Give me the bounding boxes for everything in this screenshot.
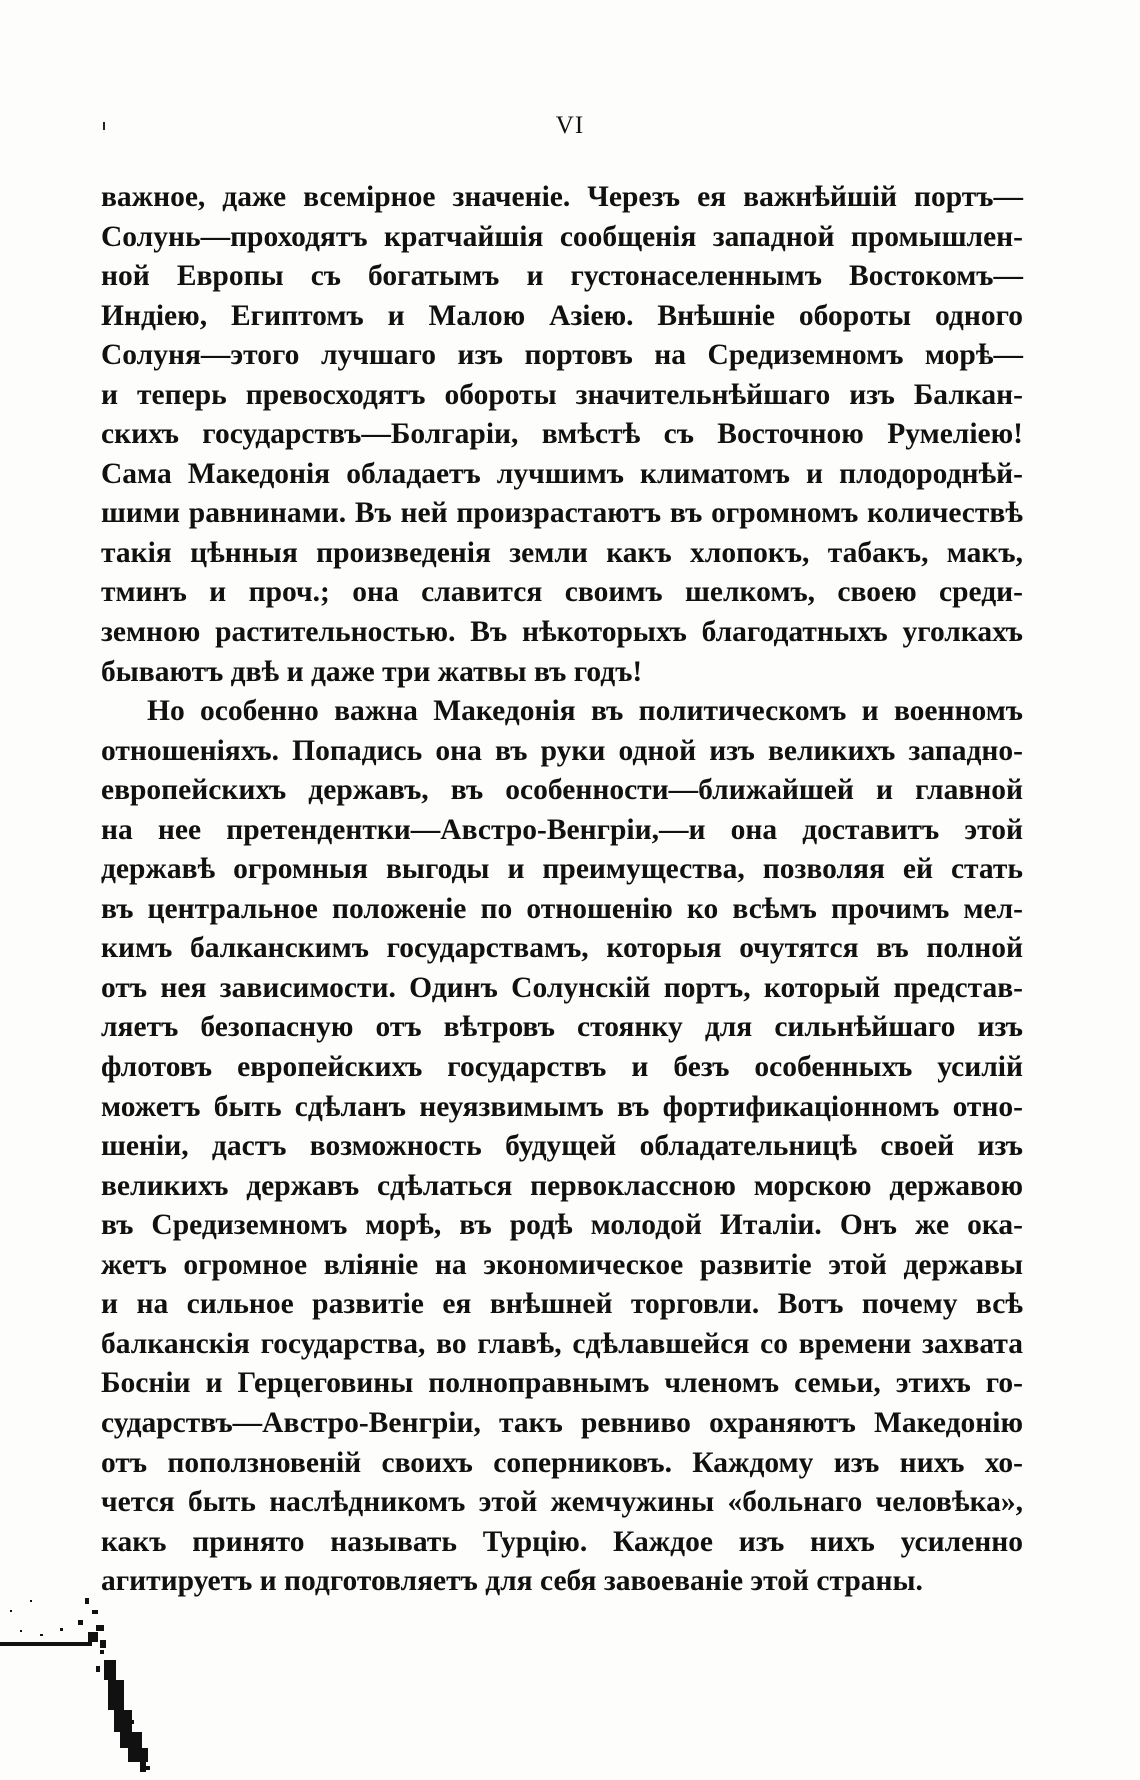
text-line: кимъ балканскимъ государствамъ, которыя очутятся въ полной [101,932,1023,965]
text-line: жетъ огромное вліяніе на экономическое развитіе этой державы [101,1248,1023,1281]
text-line: чется быть наслѣдникомъ этой жемчужины «больнаго человѣка», [101,1486,1023,1519]
text-line: въ Средиземномъ морѣ, въ родѣ молодой Италіи. Онъ же ока- [101,1209,1023,1242]
text-line: Солуня—этого лучшаго изъ портовъ на Средиземномъ морѣ— [101,339,1023,372]
text-line: и на сильное развитіе ея внѣшней торговли. Вотъ почему всѣ [101,1288,1023,1321]
text-line: Индіею, Египтомъ и Малою Азіею. Внѣшніе обороты одного [101,299,1023,332]
text-line: важное, даже всемірное значеніе. Черезъ ея важнѣйшій портъ— [101,181,1023,213]
text-line: скихъ государствъ—Болгаріи, вмѣстѣ съ Восточною Румеліею! [101,418,1023,451]
text-line: отъ поползновеній своихъ соперниковъ. Каждому изъ нихъ хо- [101,1446,1023,1479]
text-line: такія цѣнныя произведенія земли какъ хлопокъ, табакъ, макъ, [101,536,1023,569]
text-line: державѣ огромныя выгоды и преимущества, позволяя ей стать [101,853,1023,886]
text-line: шими равнинами. Въ ней произрастаютъ въ огромномъ количествѣ [101,497,1023,530]
text-line: земною растительностью. Въ нѣкоторыхъ благодатныхъ уголкахъ [101,616,1023,649]
text-line: отношеніяхъ. Попадись она въ руки одной изъ великихъ западно- [101,734,1023,767]
text-line: Солунь—проходятъ кратчайшія сообщенія западной промышлен- [101,220,1023,253]
text-line: можетъ быть сдѣланъ неуязвимымъ въ фортификаціонномъ отно- [101,1090,1023,1123]
paragraph-1 [101,178,1023,692]
text-line: шеніи, дастъ возможность будущей обладательницѣ своей изъ [101,1130,1023,1163]
text-line: ляетъ безопасную отъ вѣтровъ стоянку для сильнѣйшаго изъ [101,1011,1023,1044]
text-line: флотовъ европейскихъ государствъ и безъ особенныхъ усилій [101,1051,1023,1084]
text-line: великихъ державъ сдѣлаться первоклассною морскою державою [101,1169,1023,1202]
text-line: европейскихъ державъ, въ особенности—ближайшей и главной [101,774,1023,807]
paragraph-2 [101,692,1023,1602]
text-line: отъ нея зависимости. Одинъ Солунскій портъ, который представ- [101,971,1023,1004]
text-line: въ центральное положеніе по отношенію ко всѣмъ прочимъ мел- [101,892,1023,925]
text-line: бываютъ двѣ и даже три жатвы въ годъ! [101,655,643,688]
text-line: тминъ и проч.; она славится своимъ шелкомъ, своею среди- [101,576,1023,609]
text-line: Но особенно важна Македонія въ политическомъ и военномъ [147,695,1023,728]
text-line: сударствъ—Австро-Венгріи, такъ ревниво охраняютъ Македонію [101,1406,1023,1439]
scan-artifact [0,1570,200,1780]
text-line: на нее претендентки—Австро-Венгріи,—и она доставитъ этой [101,813,1023,846]
text-line: агитируетъ и подготовляетъ для себя завоеваніе этой страны. [101,1565,923,1598]
text-line: какъ принято называть Турцію. Каждое изъ нихъ усиленно [101,1525,1023,1558]
text-line: ной Европы съ богатымъ и густонаселеннымъ Востокомъ— [101,260,1023,293]
text-line: и теперь превосходятъ обороты значительнѣйшаго изъ Балкан- [101,378,1023,411]
text-line: Босніи и Герцеговины полноправнымъ членомъ семьи, этихъ го- [101,1367,1023,1400]
page-number: VI [555,112,585,139]
text-line: Сама Македонія обладаетъ лучшимъ климатомъ и плодороднѣй- [101,457,1023,490]
text-line: балканскія государства, во главѣ, сдѣлавшейся со времени захвата [101,1327,1023,1360]
body-text [101,178,1023,1602]
